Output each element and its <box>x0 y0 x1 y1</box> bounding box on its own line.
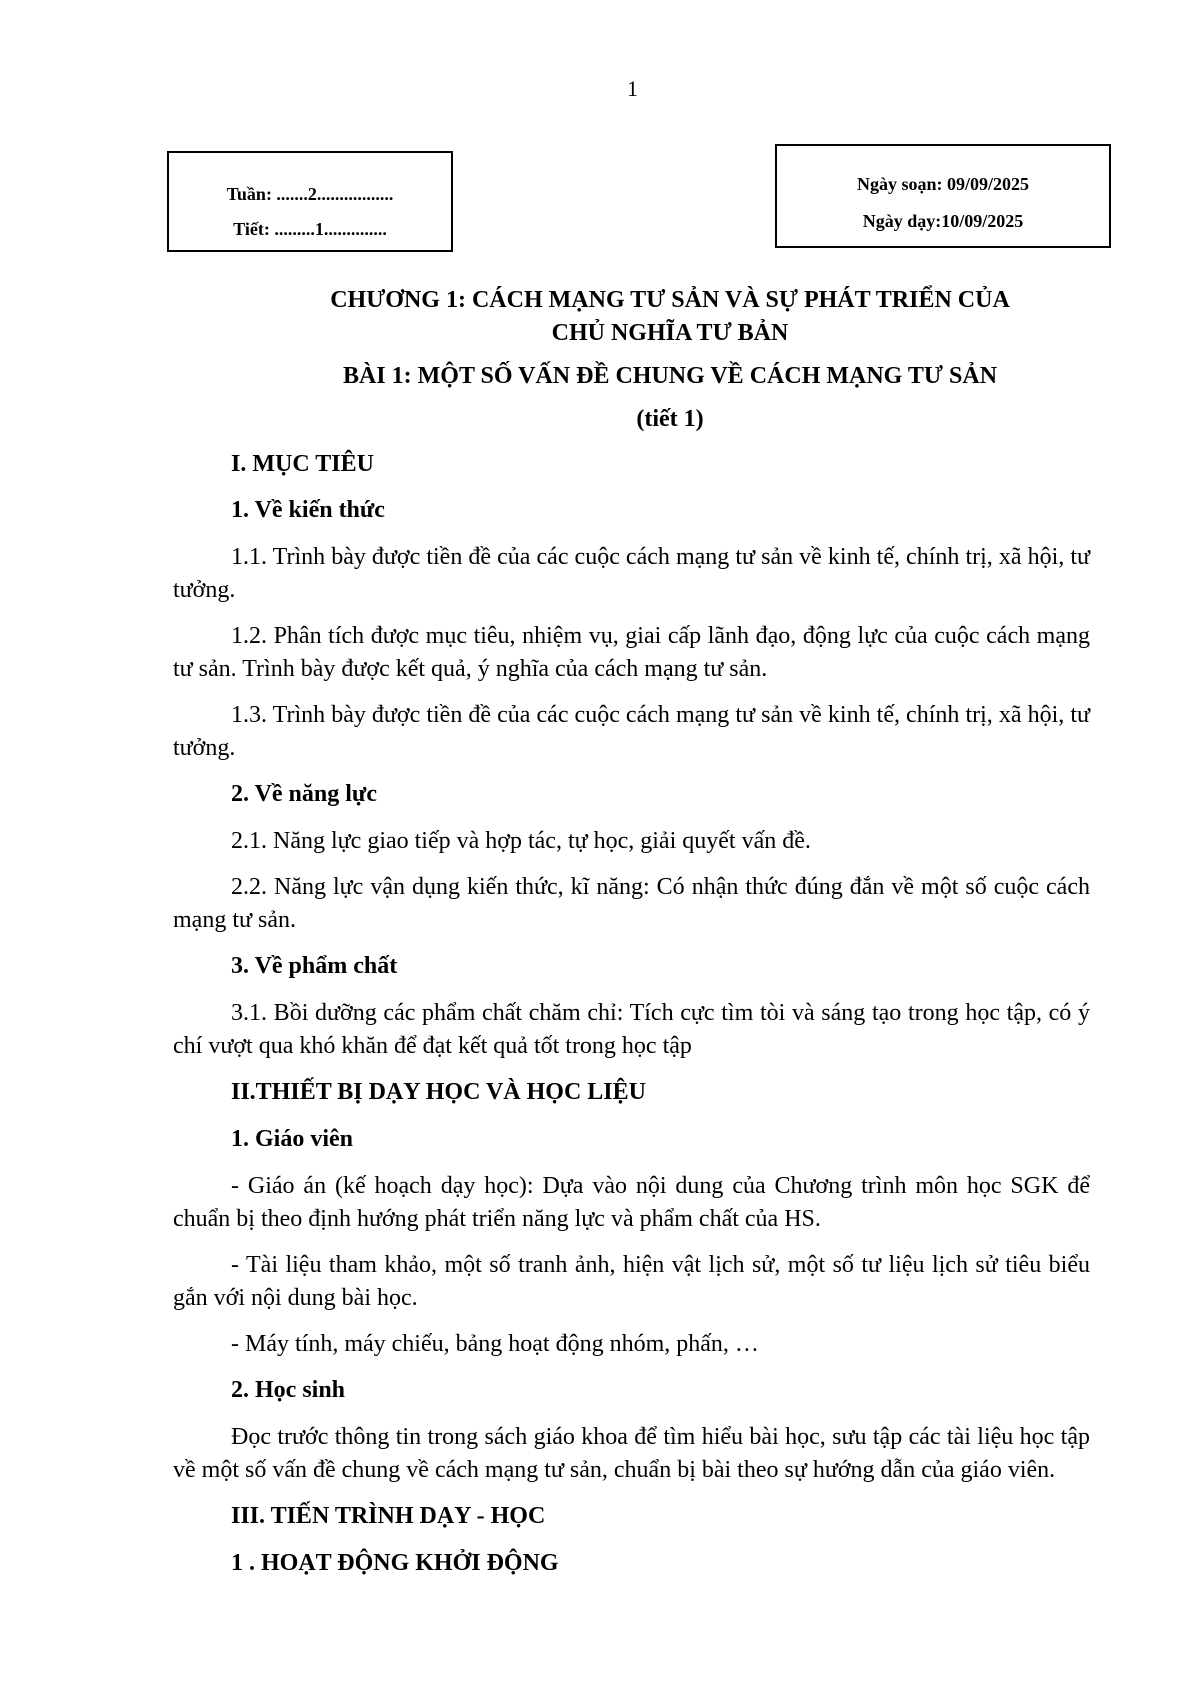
subheading-teacher: 1. Giáo viên <box>231 1126 354 1152</box>
week-period-box <box>167 151 453 252</box>
section-heading-process: III. TIẾN TRÌNH DẠY - HỌC <box>231 1503 546 1529</box>
paragraph-teacher-2: - Tài liệu tham khảo, một số tranh ảnh, hiện vật lịch sử, một số tư liệu lịch sử tiêu biểu gắn với nội dung bài học. <box>173 1252 1090 1311</box>
date-box <box>775 144 1111 248</box>
section-heading-objectives: I. MỤC TIÊU <box>231 451 374 477</box>
week-label: Tuần: .......2................. <box>226 184 394 204</box>
subheading-knowledge: 1. Về kiến thức <box>231 497 385 523</box>
paragraph-competence-2: 2.2. Năng lực vận dụng kiến thức, kĩ năng: Có nhận thức đúng đắn về một số cuộc cách mạng tư sản. <box>173 874 1090 933</box>
subheading-warmup: 1 . HOẠT ĐỘNG KHỞI ĐỘNG <box>231 1550 559 1576</box>
paragraph-teacher-3: - Máy tính, máy chiếu, bảng hoạt động nhóm, phấn, … <box>231 1331 759 1357</box>
prep-date: Ngày soạn: 09/09/2025 <box>856 174 1029 194</box>
chapter-title-line2: CHỦ NGHĨA TƯ BẢN <box>551 320 789 346</box>
paragraph-knowledge-2: 1.2. Phân tích được mục tiêu, nhiệm vụ, giai cấp lãnh đạo, động lực của cuộc cách mạng tư sản. Trình bày được kết quả, ý nghĩa của cách mạng tư sản. <box>173 623 1090 682</box>
subheading-qualities: 3. Về phẩm chất <box>231 953 398 979</box>
paragraph-student-1: Đọc trước thông tin trong sách giáo khoa để tìm hiểu bài học, sưu tập các tài liệu học tập về một số vấn đề chung về cách mạng tư sản, chuẩn bị bài theo sự hướng dẫn của giáo viên. <box>173 1424 1090 1483</box>
page-number: 1 <box>627 76 638 101</box>
subheading-student: 2. Học sinh <box>231 1377 346 1403</box>
title-block <box>230 284 1110 436</box>
document-body <box>173 448 1090 1594</box>
subheading-competence: 2. Về năng lực <box>231 781 377 807</box>
paragraph-competence-1: 2.1. Năng lực giao tiếp và hợp tác, tự học, giải quyết vấn đề. <box>231 828 811 854</box>
paragraph-knowledge-1: 1.1. Trình bày được tiền đề của các cuộc cách mạng tư sản về kinh tế, chính trị, xã hội, tư tưởng. <box>173 544 1090 603</box>
teach-date: Ngày dạy:10/09/2025 <box>862 211 1024 231</box>
paragraph-knowledge-3: 1.3. Trình bày được tiền đề của các cuộc cách mạng tư sản về kinh tế, chính trị, xã hội, tư tưởng. <box>173 702 1090 761</box>
chapter-title-line1: CHƯƠNG 1: CÁCH MẠNG TƯ SẢN VÀ SỰ PHÁT TRIỂN CỦA <box>330 287 1010 313</box>
section-heading-equipment: II.THIẾT BỊ DẠY HỌC VÀ HỌC LIỆU <box>231 1079 646 1105</box>
lesson-period: (tiết 1) <box>636 406 704 432</box>
paragraph-qualities-1: 3.1. Bồi dưỡng các phẩm chất chăm chỉ: Tích cực tìm tòi và sáng tạo trong học tập, có ý chí vượt qua khó khăn để đạt kết quả tốt trong học tập <box>173 1000 1090 1059</box>
paragraph-teacher-1: - Giáo án (kế hoạch dạy học): Dựa vào nội dung của Chương trình môn học SGK để chuẩn bị theo định hướng phát triển năng lực và phẩm chất của HS. <box>173 1173 1090 1232</box>
lesson-title: BÀI 1: MỘT SỐ VẤN ĐỀ CHUNG VỀ CÁCH MẠNG TƯ SẢN <box>342 363 998 389</box>
period-label: Tiết: .........1.............. <box>233 219 387 239</box>
